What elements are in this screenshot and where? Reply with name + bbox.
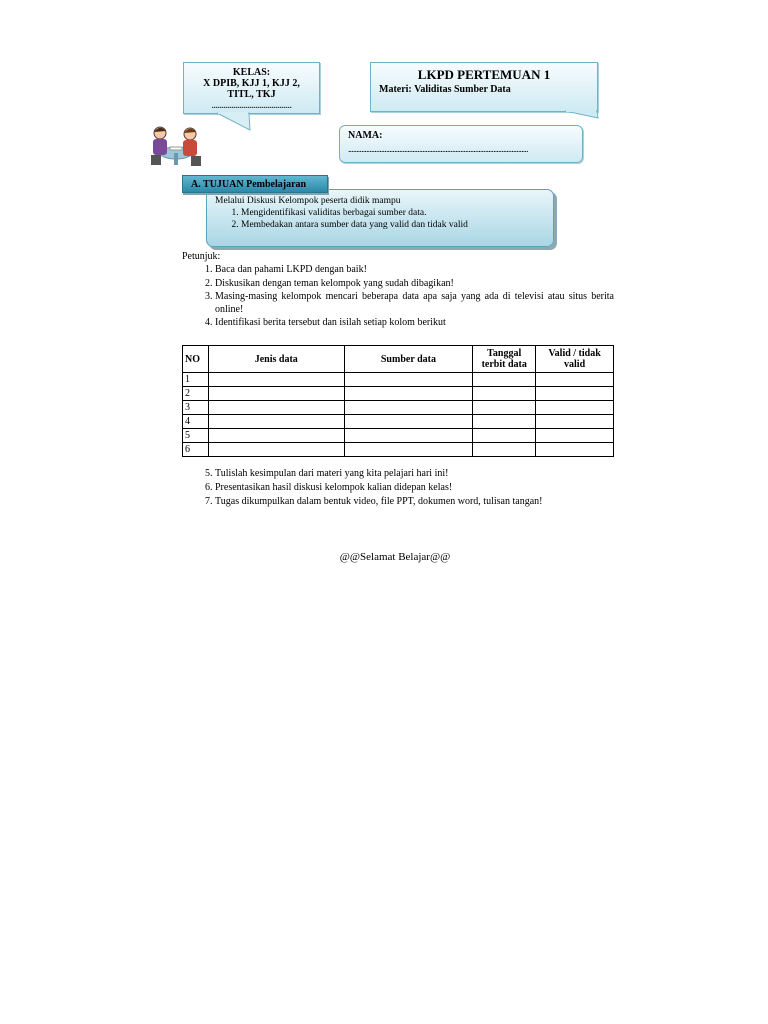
table-row [183, 401, 614, 415]
col-header-jenis: Jenis data [208, 346, 344, 373]
cell-sumber[interactable] [344, 429, 473, 443]
instructions-continued [182, 467, 614, 509]
nama-box [339, 125, 583, 163]
tujuan-intro: Melalui Diskusi Kelompok peserta didik mampu [215, 196, 401, 206]
nama-label: NAMA: [348, 130, 383, 141]
cell-valid[interactable] [536, 401, 614, 415]
cell-tanggal[interactable] [473, 443, 536, 457]
kelas-callout-tail [215, 112, 255, 132]
cell-sumber[interactable] [344, 387, 473, 401]
col-header-no: NO [183, 346, 209, 373]
col-header-valid: Valid / tidak valid [536, 346, 614, 373]
cell-jenis[interactable] [208, 415, 344, 429]
table-row [183, 373, 614, 387]
table-row [183, 387, 614, 401]
cell-tanggal[interactable] [473, 415, 536, 429]
table-header-row [183, 346, 614, 373]
data-table [182, 345, 614, 457]
table-row [183, 443, 614, 457]
petunjuk-item: 4. Identifikasi berita tersebut dan isilah setiap kolom berikut [215, 316, 614, 329]
row-number: 4 [183, 415, 209, 429]
cell-sumber[interactable] [344, 443, 473, 457]
petunjuk-section [182, 250, 614, 330]
page-title: LKPD PERTEMUAN 1 [417, 67, 551, 82]
petunjuk-list [182, 263, 614, 329]
row-number: 5 [183, 429, 209, 443]
cell-sumber[interactable] [344, 373, 473, 387]
table-row [183, 429, 614, 443]
discussion-illustration [146, 123, 206, 169]
cell-jenis[interactable] [208, 429, 344, 443]
cell-valid[interactable] [536, 415, 614, 429]
cell-valid[interactable] [536, 373, 614, 387]
instruction-item: 5. Tulislah kesimpulan dari materi yang kita pelajari hari ini! [215, 467, 614, 481]
petunjuk-item: 1. Baca dan pahami LKPD dengan baik! [215, 263, 614, 276]
kelas-label: KELAS: [232, 67, 271, 78]
nama-dots: ............................................................................................................. [348, 144, 528, 154]
instruction-item: 7. Tugas dikumpulkan dalam bentuk video, file PPT, dokumen word, tulisan tangan! [215, 495, 614, 509]
row-number: 1 [183, 373, 209, 387]
kelas-dots: ........................................ [211, 100, 292, 111]
cell-jenis[interactable] [208, 401, 344, 415]
instruction-item: 6. Presentasikan hasil diskusi kelompok kalian didepan kelas! [215, 481, 614, 495]
header-callout-tail [565, 110, 601, 120]
cell-jenis[interactable] [208, 387, 344, 401]
petunjuk-item: 2. Diskusikan dengan teman kelompok yang sudah dibagikan! [215, 277, 614, 290]
cell-jenis[interactable] [208, 443, 344, 457]
row-number: 2 [183, 387, 209, 401]
cell-sumber[interactable] [344, 401, 473, 415]
cell-sumber[interactable] [344, 415, 473, 429]
col-header-tanggal: Tanggal terbit data [473, 346, 536, 373]
cell-jenis[interactable] [208, 373, 344, 387]
closing-text: @@Selamat Belajar@@ [339, 551, 451, 563]
tujuan-item: 2. Membedakan antara sumber data yang valid dan tidak valid [241, 219, 545, 231]
row-number: 3 [183, 401, 209, 415]
petunjuk-item: 3. Masing-masing kelompok mencari beberapa data apa saja yang ada di televisi atau situs berita online! [215, 290, 614, 317]
header-callout [370, 62, 598, 112]
tujuan-item: 1. Mengidentifikasi validitas berbagai sumber data. [241, 207, 545, 219]
petunjuk-label: Petunjuk: [182, 251, 221, 262]
row-number: 6 [183, 443, 209, 457]
table-row [183, 415, 614, 429]
tujuan-list [215, 207, 545, 231]
instructions-list-continued [182, 467, 614, 509]
materi-label: Materi: Validitas Sumber Data [379, 84, 511, 95]
tujuan-heading: A. TUJUAN Pembelajaran [182, 175, 328, 193]
cell-tanggal[interactable] [473, 387, 536, 401]
col-header-sumber: Sumber data [344, 346, 473, 373]
kelas-callout [183, 62, 320, 114]
cell-tanggal[interactable] [473, 429, 536, 443]
cell-tanggal[interactable] [473, 401, 536, 415]
kelas-line1: X DPIB, KJJ 1, KJJ 2, [203, 78, 300, 89]
cell-tanggal[interactable] [473, 373, 536, 387]
cell-valid[interactable] [536, 429, 614, 443]
tujuan-content [215, 195, 545, 231]
cell-valid[interactable] [536, 443, 614, 457]
kelas-line2: TITL, TKJ [227, 89, 276, 100]
cell-valid[interactable] [536, 387, 614, 401]
